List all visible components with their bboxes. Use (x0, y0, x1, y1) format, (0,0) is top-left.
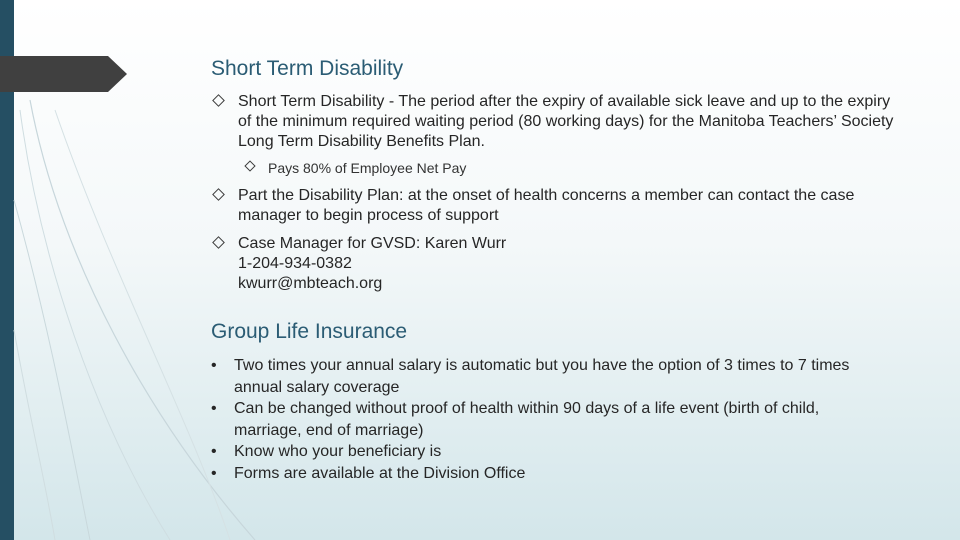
list-item (211, 355, 871, 398)
section-title-short-term-disability: Short Term Disability (211, 57, 404, 80)
bullet-dot-icon: • (211, 443, 217, 461)
group-life-list (211, 355, 871, 485)
list-item (246, 158, 466, 178)
bullet-dot-icon: • (211, 464, 217, 482)
section-title-group-life-insurance: Group Life Insurance (211, 320, 408, 343)
sub-list (246, 158, 466, 178)
case-manager-list (214, 234, 904, 294)
diamond-bullet-icon (244, 160, 255, 171)
diamond-bullet-icon (212, 236, 225, 249)
list-item-text: Can be changed without proof of health within 90 days of a life event (birth of child, marriage, end of marriage) (234, 400, 820, 439)
list-item-text: Forms are available at the Division Office (234, 464, 526, 482)
bullet-dot-icon: • (211, 357, 217, 374)
diamond-bullet-icon (212, 94, 225, 107)
list-item (214, 234, 904, 294)
list-item (211, 398, 871, 441)
short-term-list (214, 92, 904, 152)
case-manager-name: Case Manager for GVSD: Karen Wurr (238, 235, 507, 252)
list-item (214, 186, 904, 226)
list-item-text: Pays 80% of Employee Net Pay (268, 160, 467, 176)
bullet-dot-icon: • (211, 400, 217, 418)
list-item (214, 92, 904, 152)
diamond-bullet-icon (212, 188, 225, 201)
list-item-text: Short Term Disability - The period after the expiry of available sick leave and up to the expiry of the minimum required waiting period (80 working days) for the Manitoba Teachers’ Society Long Term Disability Benefits Plan. (238, 93, 894, 150)
case-manager-email: kwurr@mbteach.org (238, 275, 383, 292)
list-item (211, 441, 871, 463)
case-manager-phone: 1-204-934-0382 (238, 255, 352, 272)
list-item-text: Know who your beneficiary is (234, 443, 442, 461)
disability-plan-list (214, 186, 904, 226)
list-item-text: Part the Disability Plan: at the onset of health concerns a member can contact the case manager to begin process of support (238, 187, 855, 224)
list-item (211, 463, 871, 485)
list-item-text: Two times your annual salary is automatic but you have the option of 3 times to 7 times annual salary coverage (234, 357, 850, 396)
